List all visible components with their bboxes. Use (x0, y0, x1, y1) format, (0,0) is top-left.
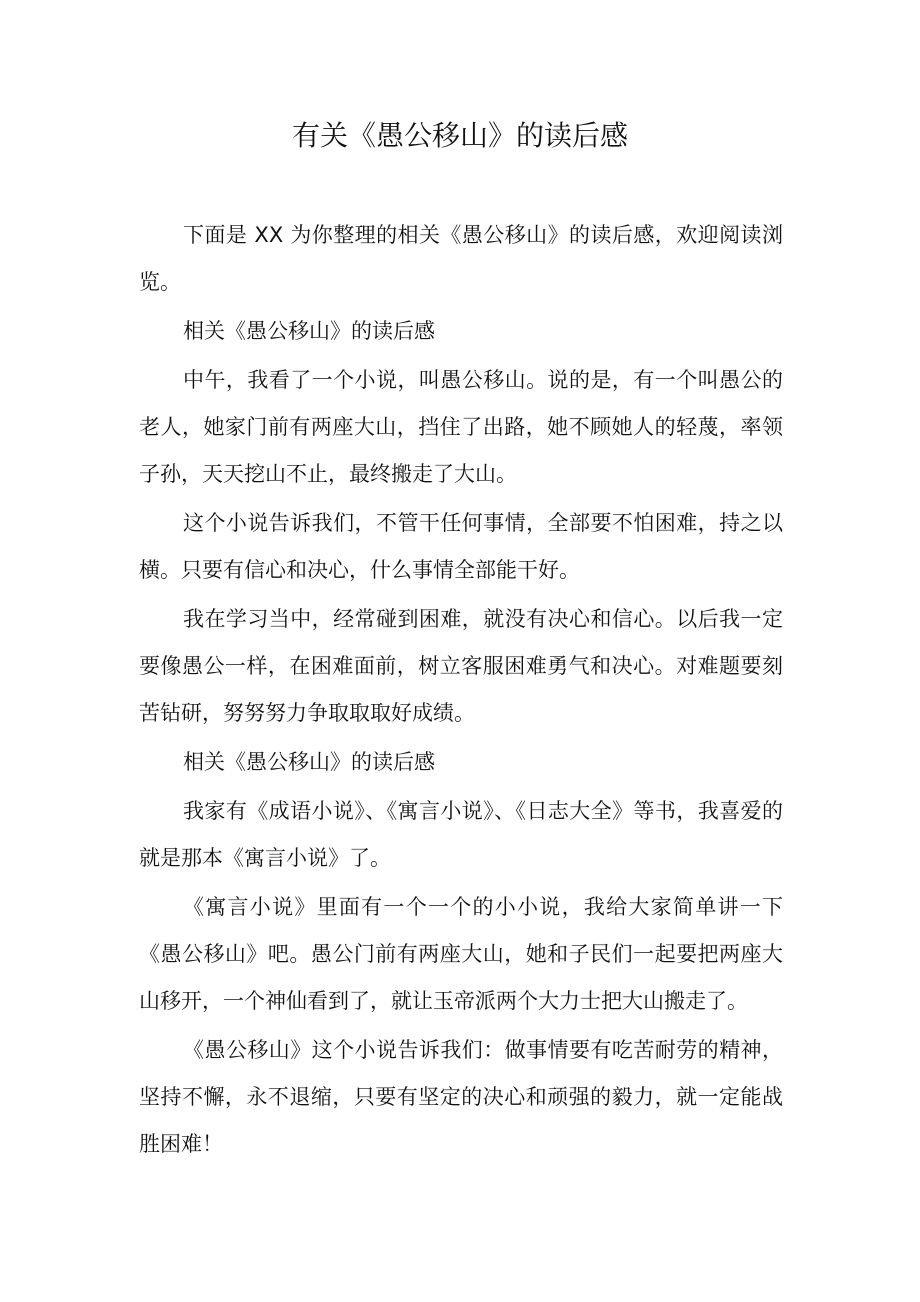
body-paragraph: 中午，我看了一个小说，叫愚公移山。说的是，有一个叫愚公的老人，她家门前有两座大山，挡住了出路，她不顾她人的轻蔑，率领子孙，天天挖山不止，最终搬走了大山。 (139, 368, 783, 486)
document-body (139, 212, 783, 1170)
body-paragraph: 我家有《成语小说》、《寓言小说》、《日志大全》等书，我喜爱的就是那本《寓言小说》了。 (139, 799, 783, 870)
section-heading: 相关《愚公移山》的读后感 (183, 750, 435, 774)
document-title: 有关《愚公移山》的读后感 (291, 119, 628, 152)
body-paragraph: 《寓言小说》里面有一个一个的小小说，我给大家简单讲一下《愚公移山》吧。愚公门前有两座大山，她和子民们一起要把两座大山移开，一个神仙看到了，就让玉帝派两个大力士把大山搬走了。 (139, 895, 783, 1013)
body-paragraph: 《愚公移山》这个小说告诉我们：做事情要有吃苦耐劳的精神，坚持不懈，永不退缩，只要有坚定的决心和顽强的毅力，就一定能战胜困难！ (139, 1038, 783, 1156)
body-paragraph: 我在学习当中，经常碰到困难，就没有决心和信心。以后我一定要像愚公一样，在困难面前，树立客服困难勇气和决心。对难题要刻苦钻研，努努努力争取取取好成绩。 (139, 607, 783, 725)
intro-paragraph: 下面是 XX 为你整理的相关《愚公移山》的读后感，欢迎阅读浏览。 (139, 223, 783, 294)
body-paragraph: 这个小说告诉我们，不管干任何事情，全部要不怕困难，持之以横。只要有信心和决心，什么事情全部能干好。 (139, 511, 783, 582)
section-heading: 相关《愚公移山》的读后感 (183, 319, 435, 343)
